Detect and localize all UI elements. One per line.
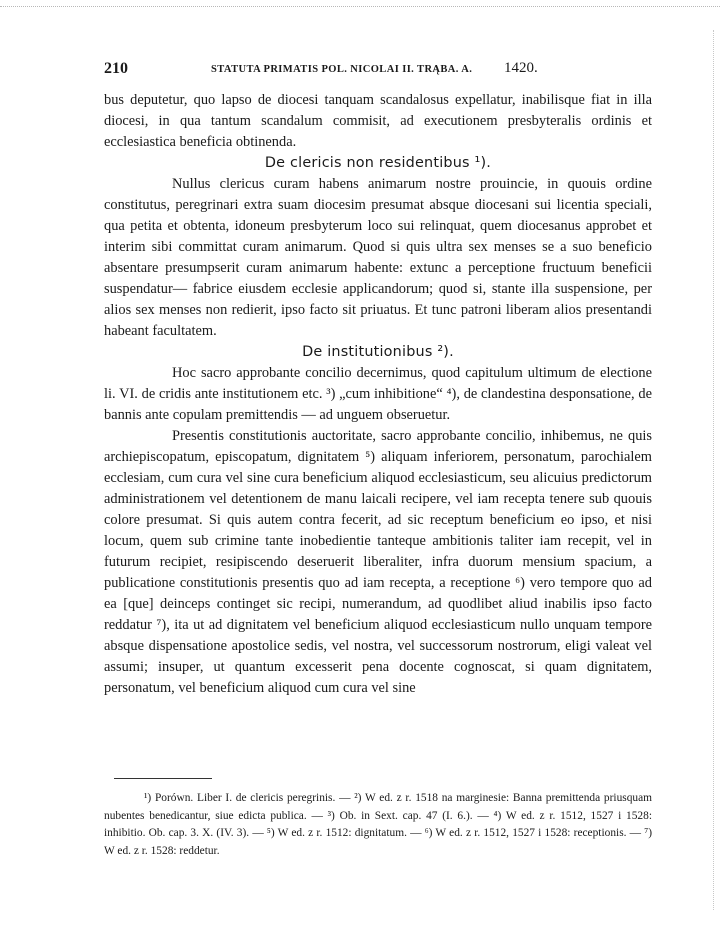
- footnote-text: ¹) Porówn. Liber I. de clericis peregrinis. — ²) W ed. z r. 1518 na marginesie: Banna premittenda priusquam nubentes benedicantur, siue edicta publica. — ³) Ob. in Sext. cap. 47 (I. 6.). — ⁴) W ed. z r. 1512, 1527 i 1528: inhibitio. Ob. cap. 3. X. (IV. 3). — ⁵) W ed. z r. 1512: dignitatum. — ⁶) W ed. z r. 1512, 1527 i 1528: receptionis. — ⁷) W ed. z r. 1528: reddetur.: [104, 792, 652, 857]
- section-heading-non-residentibus: De clericis non residentibus ¹).: [264, 155, 492, 171]
- running-head: [104, 58, 650, 82]
- paragraph-institutionibus-2: Presentis constitutionis auctoritate, sacro approbante concilio, inhibemus, ne quis archiepiscopatum, episcopatum, dignitatem ⁵) aliquam inferiorem, personatum, parochialem ecclesiam, cum cura vel sine cura beneficium aliquod ecclesiasticum, seu alicuius predictorum administrationem vel detentionem de manu laicali recipere, vel iam recepta tenere sub quouis colore presumat. Si quis autem contra fecerit, ad sic receptum beneficium eo ipso, et nisi locum, quem sub crimine tante inobedientie tanteque ambitionis taliter iam recepit, vel in futurum recipiet, resipiscendo deseruerit liberaliter, infra duorum mensium spacium, a publicatione constitutionis presentis quo ad iam recepta, a receptione ⁶) vero tempore quo ad ea [que] deinceps continget sic recipi, numerandum, ad quodlibet aliud inabilis ipso facto reddatur ⁷), ita ut ad dignitatem vel beneficium aliquod ecclesiasticum nullo unquam tempore absque dispensatione apostolice sedis, vel nostra, vel successorum nostrorum, eligi valeat vel assumi; insuper, ut quantum excesserit pena docente cognoscat, si quam dignitatem, personatum, vel beneficium aliquod cum cura vel sine: [104, 428, 652, 696]
- page-number: 210: [104, 60, 128, 77]
- page-edge-top: [0, 0, 720, 7]
- running-title: STATUTA PRIMATIS POL. NICOLAI II. TRĄBA. A.: [211, 64, 473, 75]
- paragraph-institutionibus-1: Hoc sacro approbante concilio decernimus, quod capitulum ultimum de electione li. VI. de cridis ante institutionem etc. ³) „cum inhibitione“ ⁴), de clandestina desponsatione, de bannis ante copulam premittendis — ad unguem obseruetur.: [104, 365, 652, 423]
- footnotes: [104, 790, 652, 860]
- body-text: [104, 90, 652, 699]
- paragraph-non-residentibus: Nullus clericus curam habens animarum nostre prouincie, in quouis ordine constitutus, peregrinari extra suam diocesim presumat absque diocesani sui licentia speciali, qua petita et obtenta, idoneum presbyterum loco sui relinquat, quem diocesanus approbet et interim sibi committat curam animarum. Quod si quis ultra sex menses se a suo beneficio absentare presumpserit curam animarum habente: extunc a perceptione fructuum beneficii suspendatur— fabrice eiusdem ecclesie applicandorum; quod si, stante illa suspensione, per alios sex menses non redierit, ipso facto sit priuatus. Et tunc patroni liberam alios presentandi habeant facultatem.: [104, 176, 652, 339]
- footnote-rule: [114, 778, 212, 779]
- section-heading-institutionibus: De institutionibus ²).: [302, 344, 454, 360]
- running-year: 1420.: [504, 60, 538, 76]
- paragraph-intro: bus deputetur, quo lapso de diocesi tanquam scandalosus expellatur, inabilisque fiat in illa diocesi, in qua tantum scandalum commisit, ad executionem presbyteralis ordinis et ecclesiastica beneficia obtinenda.: [104, 92, 652, 150]
- page-edge-right: [712, 30, 714, 910]
